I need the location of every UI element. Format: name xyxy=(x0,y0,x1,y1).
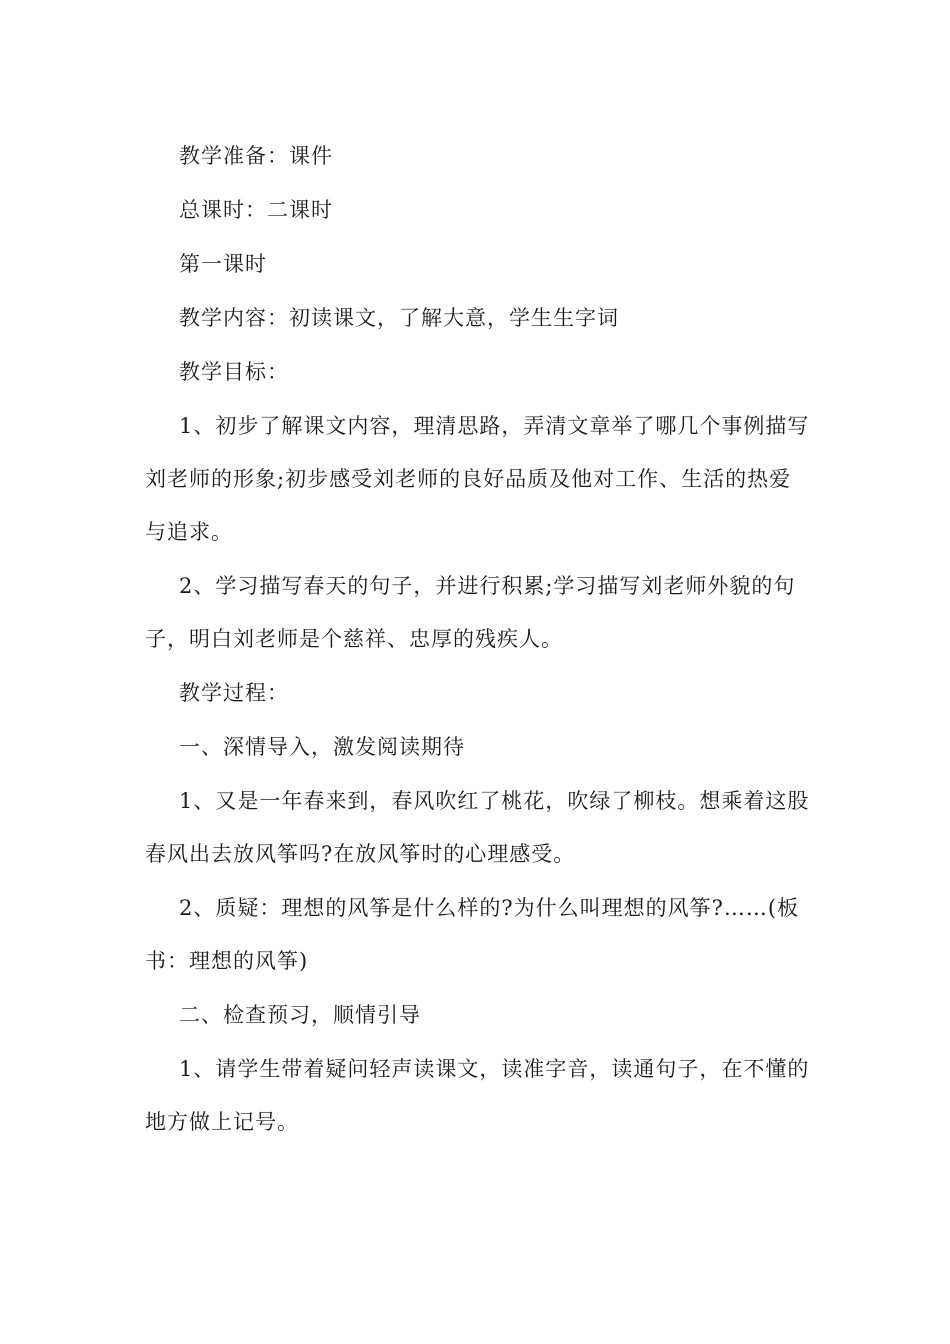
paragraph-section-1-item-1: 1、又是一年春来到，春风吹红了桃花，吹绿了柳枝。想乘着这股春风出去放风筝吗?在放风筝时的心理感受。 xyxy=(145,789,810,866)
paragraph-section-1-heading: 一、深情导入，激发阅读期待 xyxy=(179,735,465,759)
paragraph-section-2-item-1: 1、请学生带着疑问轻声读课文，读准字音，读通句子，在不懂的地方做上记号。 xyxy=(145,1057,810,1134)
paragraph-teaching-process-heading: 教学过程： xyxy=(179,681,289,705)
paragraph-first-lesson: 第一课时 xyxy=(179,252,267,276)
document-body xyxy=(145,130,810,1149)
paragraph-teaching-preparation: 教学准备：课件 xyxy=(179,144,333,168)
paragraph-teaching-goals-heading: 教学目标： xyxy=(179,360,289,384)
paragraph-goal-1: 1、初步了解课文内容，理清思路，弄清文章举了哪几个事例描写刘老师的形象;初步感受刘老师的良好品质及他对工作、生活的热爱与追求。 xyxy=(145,414,810,544)
paragraph-section-2-heading: 二、检查预习，顺情引导 xyxy=(179,1003,421,1027)
paragraph-section-1-item-2: 2、质疑：理想的风筝是什么样的?为什么叫理想的风筝?……(板书：理想的风筝) xyxy=(145,896,800,973)
paragraph-goal-2: 2、学习描写春天的句子，并进行积累;学习描写刘老师外貌的句子，明白刘老师是个慈祥、忠厚的残疾人。 xyxy=(145,574,796,651)
paragraph-teaching-content: 教学内容：初读课文，了解大意，学生生字词 xyxy=(179,306,619,330)
paragraph-total-lessons: 总课时：二课时 xyxy=(179,198,333,222)
